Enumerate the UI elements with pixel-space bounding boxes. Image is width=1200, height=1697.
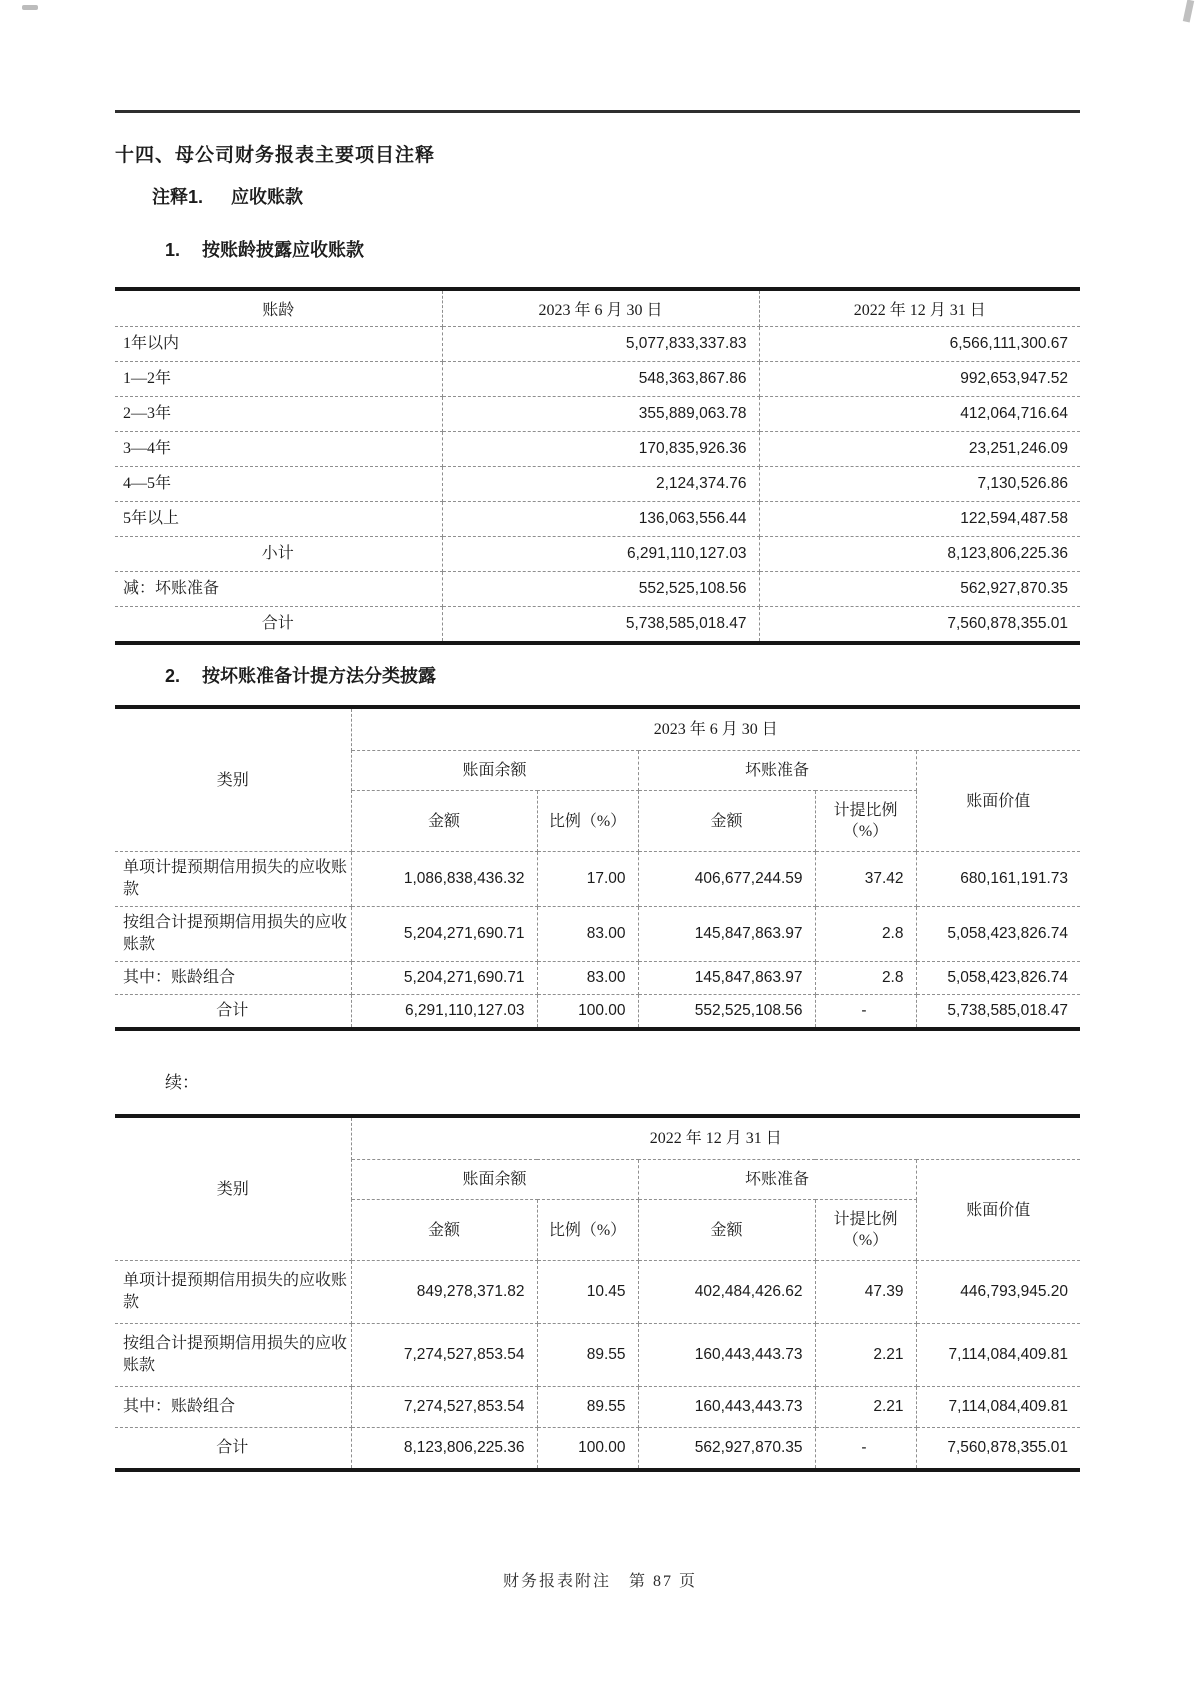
table-row	[115, 1261, 1080, 1324]
table-row	[115, 502, 1080, 537]
cell-bd_amount: 406,677,244.59	[638, 852, 815, 907]
column-header-amount: 金额	[351, 791, 537, 852]
cell-ratio: 100.00	[537, 995, 638, 1030]
table-row	[115, 397, 1080, 432]
cell-bd_ratio: 2.21	[815, 1387, 916, 1428]
table-row	[115, 907, 1080, 962]
aging-table-body	[115, 327, 1080, 644]
cell-ratio: 89.55	[537, 1387, 638, 1428]
column-header-book-value: 账面价值	[916, 1160, 1080, 1261]
cell-v2022: 412,064,716.64	[759, 397, 1080, 432]
column-header-2023: 2023 年 6 月 30 日	[442, 289, 759, 327]
cell-label: 合计	[115, 995, 351, 1030]
period-header-2023: 2023 年 6 月 30 日	[351, 707, 1080, 751]
cell-bd_amount: 160,443,443.73	[638, 1387, 815, 1428]
table-row	[115, 962, 1080, 995]
header-row	[115, 707, 1080, 751]
cell-v2023: 136,063,556.44	[442, 502, 759, 537]
cell-amount: 849,278,371.82	[351, 1261, 537, 1324]
cell-v2023: 552,525,108.56	[442, 572, 759, 607]
cell-bd_ratio: 47.39	[815, 1261, 916, 1324]
method-table-2023-body	[115, 852, 1080, 1030]
column-header-category: 类别	[115, 1116, 351, 1261]
page-content	[115, 0, 1080, 1472]
table-row	[115, 537, 1080, 572]
sub-heading-1	[165, 236, 1080, 262]
cell-label: 2—3年	[115, 397, 442, 432]
sub-heading-1-title: 按账龄披露应收账款	[202, 240, 365, 260]
column-header-book-value: 账面价值	[916, 751, 1080, 852]
column-header-category: 类别	[115, 707, 351, 852]
column-header-aging: 账龄	[115, 289, 442, 327]
cell-label: 合计	[115, 1428, 351, 1471]
cell-v2022: 992,653,947.52	[759, 362, 1080, 397]
table-row	[115, 362, 1080, 397]
sub-heading-2-number: 2.	[165, 666, 181, 686]
cell-v2022: 6,566,111,300.67	[759, 327, 1080, 362]
table-row	[115, 852, 1080, 907]
note-heading	[152, 183, 1080, 209]
continued-label: 续：	[165, 1073, 199, 1092]
cell-label: 1—2年	[115, 362, 442, 397]
cell-bd_amount: 552,525,108.56	[638, 995, 815, 1030]
cell-ratio: 89.55	[537, 1324, 638, 1387]
sub-heading-2	[165, 662, 1080, 688]
group-header-bad-debt-provision: 坏账准备	[638, 1160, 916, 1200]
aging-table-header	[115, 289, 1080, 327]
cell-book_value: 5,738,585,018.47	[916, 995, 1080, 1030]
provision-method-table-2023	[115, 705, 1080, 1031]
cell-v2023: 5,077,833,337.83	[442, 327, 759, 362]
group-header-bad-debt-provision: 坏账准备	[638, 751, 916, 791]
method-table-2022-header	[115, 1116, 1080, 1261]
cell-v2023: 170,835,926.36	[442, 432, 759, 467]
cell-bd_amount: 562,927,870.35	[638, 1428, 815, 1471]
cell-label: 其中：账龄组合	[115, 1387, 351, 1428]
sub-heading-1-number: 1.	[165, 240, 181, 260]
cell-label: 5年以上	[115, 502, 442, 537]
table-row	[115, 1387, 1080, 1428]
column-header-provision-ratio: 计提比例（%）	[815, 791, 916, 852]
header-row	[115, 1116, 1080, 1160]
provision-method-table-2022	[115, 1114, 1080, 1472]
cell-bd_ratio: -	[815, 1428, 916, 1471]
cell-v2022: 8,123,806,225.36	[759, 537, 1080, 572]
table-row	[115, 432, 1080, 467]
cell-ratio: 83.00	[537, 962, 638, 995]
column-header-ratio: 比例（%）	[537, 1200, 638, 1261]
cell-amount: 1,086,838,436.32	[351, 852, 537, 907]
table-row	[115, 572, 1080, 607]
cell-book_value: 5,058,423,826.74	[916, 962, 1080, 995]
cell-ratio: 10.45	[537, 1261, 638, 1324]
cell-bd_amount: 402,484,426.62	[638, 1261, 815, 1324]
header-row	[115, 289, 1080, 327]
cell-amount: 5,204,271,690.71	[351, 907, 537, 962]
page-footer: 财务报表附注 第 87 页	[502, 1573, 697, 1590]
cell-amount: 8,123,806,225.36	[351, 1428, 537, 1471]
cell-book_value: 446,793,945.20	[916, 1261, 1080, 1324]
cell-amount: 7,274,527,853.54	[351, 1387, 537, 1428]
cell-ratio: 83.00	[537, 907, 638, 962]
cell-book_value: 7,114,084,409.81	[916, 1324, 1080, 1387]
cell-ratio: 17.00	[537, 852, 638, 907]
cell-bd_ratio: 2.8	[815, 907, 916, 962]
table-row	[115, 1428, 1080, 1471]
cell-label: 单项计提预期信用损失的应收账款	[115, 1261, 351, 1324]
cell-label: 小计	[115, 537, 442, 572]
cell-book_value: 7,114,084,409.81	[916, 1387, 1080, 1428]
cell-bd_amount: 145,847,863.97	[638, 907, 815, 962]
cell-book_value: 680,161,191.73	[916, 852, 1080, 907]
column-header-provision-amount: 金额	[638, 1200, 815, 1261]
cell-amount: 7,274,527,853.54	[351, 1324, 537, 1387]
cell-amount: 5,204,271,690.71	[351, 962, 537, 995]
cell-label: 其中：账龄组合	[115, 962, 351, 995]
sub-heading-2-title: 按坏账准备计提方法分类披露	[202, 666, 437, 686]
table-row	[115, 607, 1080, 644]
column-header-provision-ratio: 计提比例（%）	[815, 1200, 916, 1261]
cell-bd_ratio: 2.21	[815, 1324, 916, 1387]
cell-v2022: 23,251,246.09	[759, 432, 1080, 467]
cell-v2023: 355,889,063.78	[442, 397, 759, 432]
cell-v2023: 6,291,110,127.03	[442, 537, 759, 572]
column-header-ratio: 比例（%）	[537, 791, 638, 852]
aging-disclosure-table	[115, 287, 1080, 645]
cell-label: 单项计提预期信用损失的应收账款	[115, 852, 351, 907]
table-row	[115, 1324, 1080, 1387]
cell-bd_amount: 145,847,863.97	[638, 962, 815, 995]
table-row	[115, 995, 1080, 1030]
cell-v2022: 122,594,487.58	[759, 502, 1080, 537]
cell-bd_amount: 160,443,443.73	[638, 1324, 815, 1387]
cell-label: 合计	[115, 607, 442, 644]
scan-artifact	[22, 5, 38, 10]
column-header-amount: 金额	[351, 1200, 537, 1261]
table-row	[115, 467, 1080, 502]
header-rule	[115, 110, 1080, 113]
note-heading-title: 应收账款	[231, 187, 304, 207]
cell-amount: 6,291,110,127.03	[351, 995, 537, 1030]
cell-v2022: 7,130,526.86	[759, 467, 1080, 502]
cell-bd_ratio: 2.8	[815, 962, 916, 995]
method-table-2023-header	[115, 707, 1080, 852]
cell-label: 4—5年	[115, 467, 442, 502]
cell-ratio: 100.00	[537, 1428, 638, 1471]
cell-v2023: 2,124,374.76	[442, 467, 759, 502]
cell-v2022: 7,560,878,355.01	[759, 607, 1080, 644]
cell-label: 减：坏账准备	[115, 572, 442, 607]
note-heading-label: 注释1.	[152, 187, 204, 207]
period-header-2022: 2022 年 12 月 31 日	[351, 1116, 1080, 1160]
scan-artifact	[1183, 0, 1194, 22]
cell-v2023: 5,738,585,018.47	[442, 607, 759, 644]
column-header-provision-amount: 金额	[638, 791, 815, 852]
column-header-2022: 2022 年 12 月 31 日	[759, 289, 1080, 327]
cell-v2022: 562,927,870.35	[759, 572, 1080, 607]
group-header-book-balance: 账面余额	[351, 751, 638, 791]
cell-bd_ratio: -	[815, 995, 916, 1030]
cell-label: 按组合计提预期信用损失的应收账款	[115, 1324, 351, 1387]
cell-v2023: 548,363,867.86	[442, 362, 759, 397]
cell-bd_ratio: 37.42	[815, 852, 916, 907]
cell-label: 3—4年	[115, 432, 442, 467]
section-heading: 十四、母公司财务报表主要项目注释	[115, 145, 436, 166]
cell-book_value: 5,058,423,826.74	[916, 907, 1080, 962]
cell-book_value: 7,560,878,355.01	[916, 1428, 1080, 1471]
method-table-2022-body	[115, 1261, 1080, 1471]
cell-label: 按组合计提预期信用损失的应收账款	[115, 907, 351, 962]
table-row	[115, 327, 1080, 362]
group-header-book-balance: 账面余额	[351, 1160, 638, 1200]
cell-label: 1年以内	[115, 327, 442, 362]
